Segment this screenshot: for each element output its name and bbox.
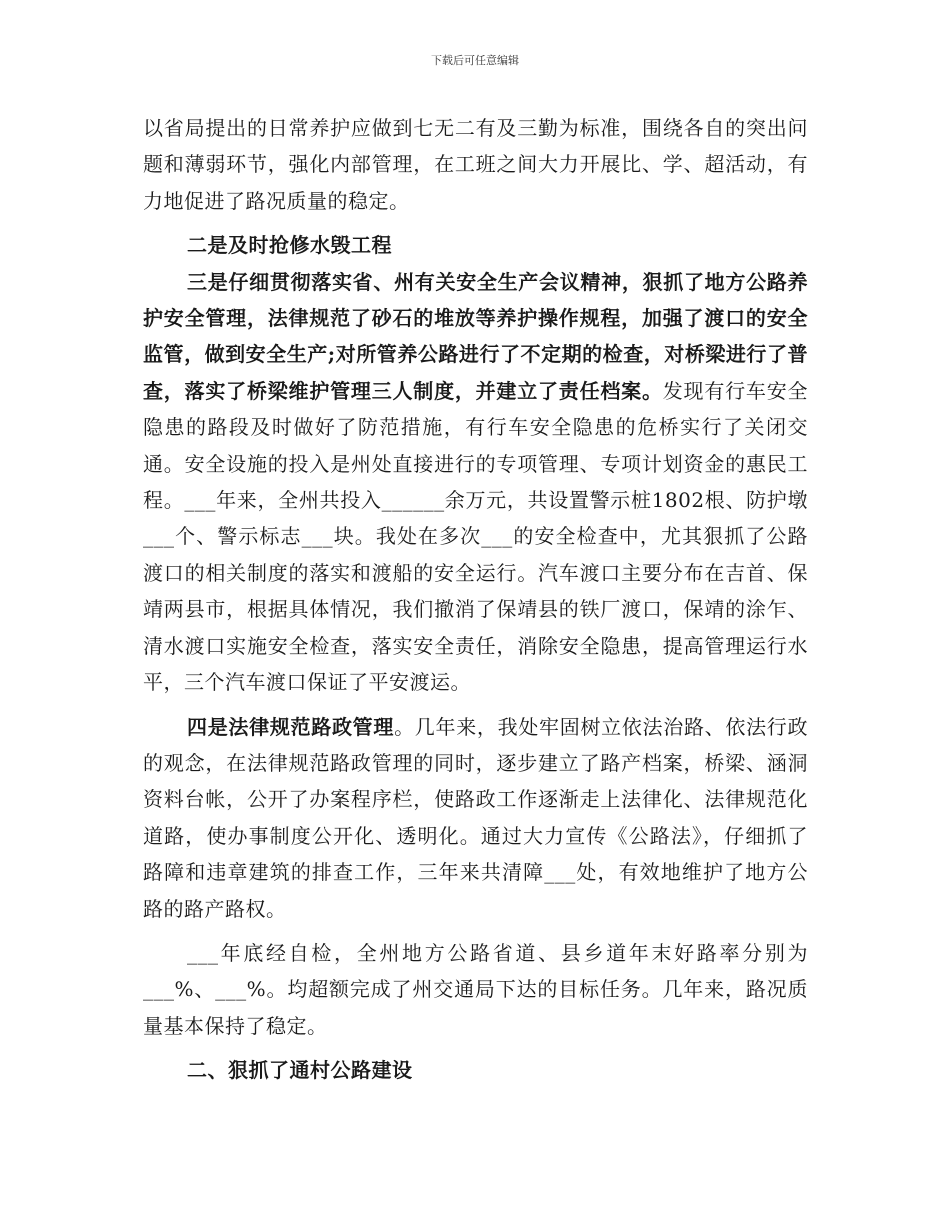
paragraph-safety-lead: 三是仔细贯彻落实省、州有关安全生产会议精神，狠抓了地方公路养护安全管理，法律规范了砂石的堆放等养护操作规程，加强了渡口的安全监管，做到安全生产;对所管养公路进行了不定期的检查，对桥梁进行了普查，落实了桥梁维护管理三人制度，并建立了责任档案。 bbox=[143, 269, 808, 403]
paragraph-road-administration bbox=[143, 709, 808, 927]
document-body bbox=[143, 110, 808, 1089]
paragraph-road-admin-lead: 四是法律规范路政管理 bbox=[187, 714, 395, 739]
paragraph-road-admin-body: 。几年来，我处牢固树立依法治路、依法行政的观念，在法律规范路政管理的同时，逐步建立了路产档案，桥梁、涵洞资料台帐，公开了办案程序栏，使路政工作逐渐走上法律化、法律规范化道路，使办事制度公开化、透明化。通过大力宣传《公路法》，仔细抓了路障和违章建筑的排查工作，三年来共清障___处，有效地维护了地方公路的路产路权。 bbox=[143, 714, 809, 921]
paragraph-safety-body: 发现有行车安全隐患的路段及时做好了防范措施，有行车安全隐患的危桥实行了关闭交通。安全设施的投入是州处直接进行的专项管理、专项计划资金的惠民工程。___年来，全州共投入______余万元，共设置警示桩1802根、防护墩___个、警示标志___块。我处在多次___的安全检查中，尤其狠抓了公路渡口的相关制度的落实和渡船的安全运行。汽车渡口主要分布在吉首、保靖两县市，根据具体情况，我们撤消了保靖县的铁厂渡口，保靖的涂乍、清水渡口实施安全检查，落实安全责任，消除安全隐患，提高管理运行水平，三个汽车渡口保证了平安渡运。 bbox=[143, 378, 809, 695]
paragraph-safety-management bbox=[143, 264, 808, 701]
paragraph-road-quality: ___年底经自检，全州地方公路省道、县乡道年末好路率分别为___%、___%。均超额完成了州交通局下达的目标任务。几年来，路况质量基本保持了稳定。 bbox=[143, 940, 808, 1038]
heading-flood-repair: 二是及时抢修水毁工程 bbox=[187, 233, 392, 258]
page-header-note: 下载后可任意编辑 bbox=[431, 54, 519, 67]
heading-village-roads: 二、狠抓了通村公路建设 bbox=[187, 1058, 413, 1083]
paragraph-maintenance-standard: 以省局提出的日常养护应做到七无二有及三勤为标准，围绕各自的突出问题和薄弱环节，强化内部管理，在工班之间大力开展比、学、超活动，有力地促进了路况质量的稳定。 bbox=[143, 116, 808, 213]
